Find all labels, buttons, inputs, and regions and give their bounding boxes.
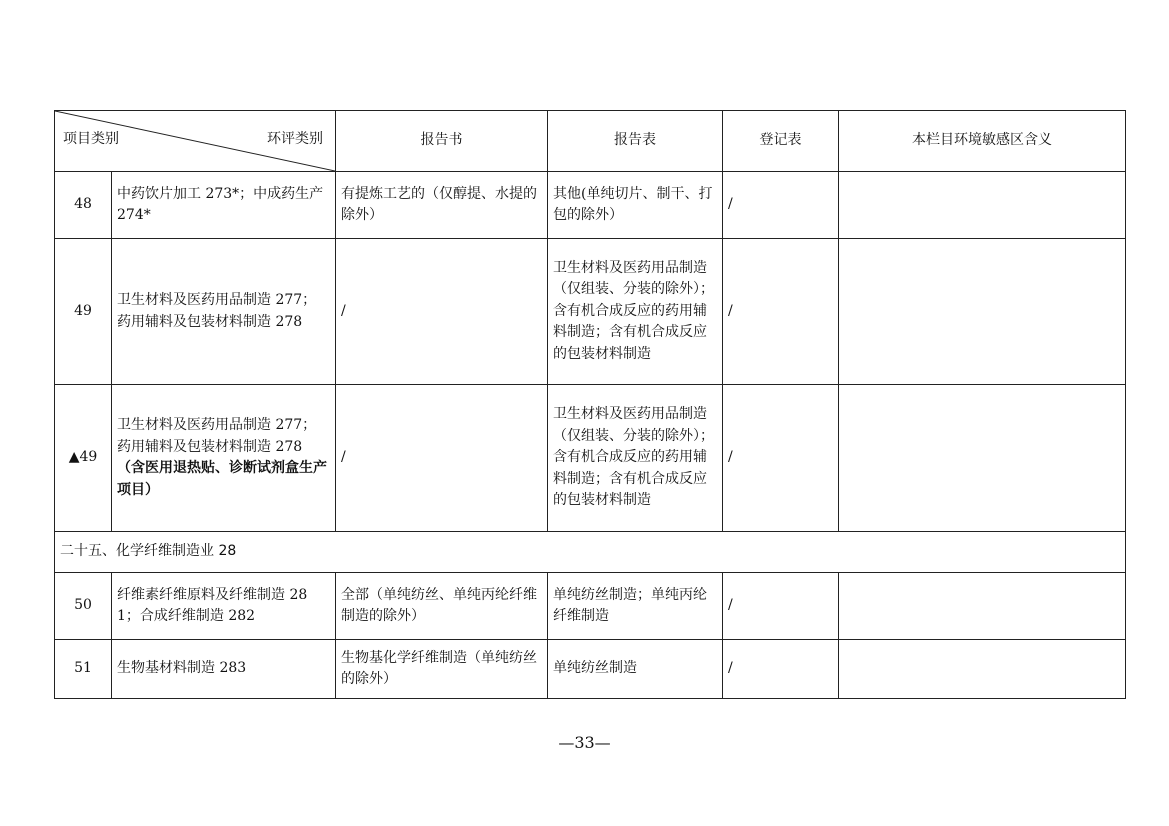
table-row [55,172,1126,239]
diagonal-header-cell [55,111,336,172]
header-registration: 登记表 [723,111,839,172]
row-report-book: 生物基化学纤维制造（单纯纺丝的除外） [336,640,548,699]
row-number: ▲49 [55,385,112,532]
row-category-label: 项目类别 [63,130,119,147]
row-sensitive [839,172,1126,239]
header-report-form: 报告表 [548,111,723,172]
row-category-text: 卫生材料及医药用品制造 277；药用辅料及包装材料制造 278 [117,417,317,455]
row-report-form: 卫生材料及医药用品制造（仅组装、分装的除外）；含有机合成反应的药用辅料制造；含有机合成反应的包装材料制造 [548,239,723,385]
row-registration: / [723,385,839,532]
row-category [112,385,336,532]
column-category-label: 环评类别 [267,130,323,147]
section-row [55,532,1126,573]
table-row [55,573,1126,640]
row-registration: / [723,172,839,239]
row-report-form: 单纯纺丝制造 [548,640,723,699]
page-number: —33— [558,733,611,752]
row-report-book: / [336,385,548,532]
row-number: 51 [55,640,112,699]
row-number: 49 [55,239,112,385]
row-registration: / [723,239,839,385]
row-category: 生物基材料制造 283 [112,640,336,699]
row-report-form: 其他(单纯切片、制干、打包的除外） [548,172,723,239]
row-report-form: 卫生材料及医药用品制造（仅组装、分装的除外）；含有机合成反应的药用辅料制造；含有机合成反应的包装材料制造 [548,385,723,532]
row-report-book: 全部（单纯纺丝、单纯丙纶纤维制造的除外） [336,573,548,640]
row-category: 卫生材料及医药用品制造 277；药用辅料及包装材料制造 278 [112,239,336,385]
classification-table [54,110,1126,699]
row-report-book: / [336,239,548,385]
table-row [55,385,1126,532]
section-title: 二十五、化学纤维制造业 28 [55,532,1126,573]
row-category-bold-note: （含医用退热贴、诊断试剂盒生产项目） [117,460,327,498]
row-registration: / [723,573,839,640]
table-row [55,239,1126,385]
header-report-book: 报告书 [336,111,548,172]
row-category: 纤维素纤维原料及纤维制造 281；合成纤维制造 282 [112,573,336,640]
row-sensitive [839,239,1126,385]
row-number: 48 [55,172,112,239]
row-sensitive [839,573,1126,640]
row-report-book: 有提炼工艺的（仅醇提、水提的除外） [336,172,548,239]
table-row [55,640,1126,699]
row-registration: / [723,640,839,699]
row-sensitive [839,640,1126,699]
row-number: 50 [55,573,112,640]
table-header-row [55,111,1126,172]
header-sensitive-area: 本栏目环境敏感区含义 [839,111,1126,172]
row-category: 中药饮片加工 273*；中成药生产 274* [112,172,336,239]
row-report-form: 单纯纺丝制造；单纯丙纶纤维制造 [548,573,723,640]
row-sensitive [839,385,1126,532]
